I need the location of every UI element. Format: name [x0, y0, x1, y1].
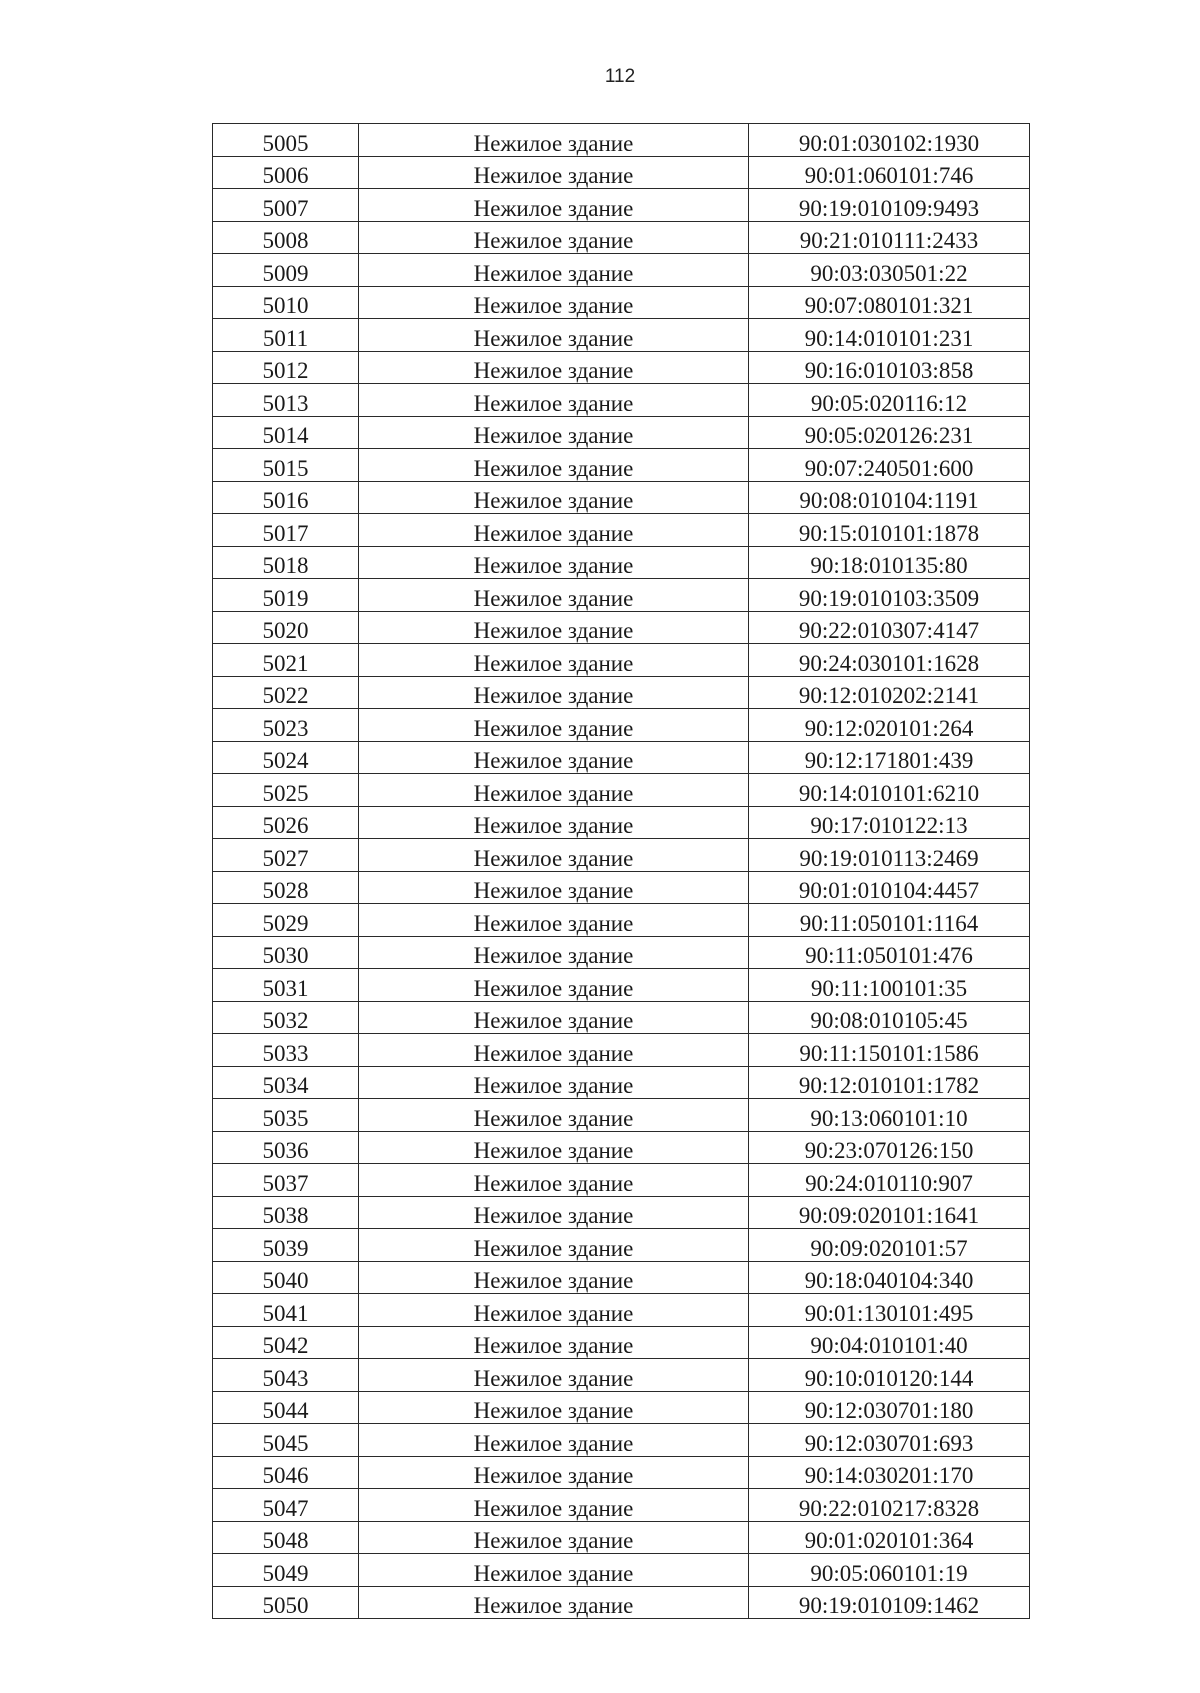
object-type-cell: Нежилое здание [359, 1261, 749, 1294]
cadastral-number-cell: 90:01:010104:4457 [749, 871, 1030, 904]
table-row [213, 1326, 1030, 1359]
table-row [213, 416, 1030, 449]
object-type-cell: Нежилое здание [359, 1521, 749, 1554]
table-row [213, 871, 1030, 904]
cadastral-number-cell: 90:15:010101:1878 [749, 514, 1030, 547]
cadastral-number-cell: 90:14:010101:231 [749, 319, 1030, 352]
cadastral-number-cell: 90:04:010101:40 [749, 1326, 1030, 1359]
cadastral-number-cell: 90:09:020101:57 [749, 1229, 1030, 1262]
cadastral-number-cell: 90:11:050101:1164 [749, 904, 1030, 937]
cadastral-number-cell: 90:21:010111:2433 [749, 221, 1030, 254]
row-number-cell: 5025 [213, 774, 359, 807]
cadastral-number-cell: 90:08:010105:45 [749, 1001, 1030, 1034]
object-type-cell: Нежилое здание [359, 1099, 749, 1132]
row-number-cell: 5007 [213, 189, 359, 222]
row-number-cell: 5035 [213, 1099, 359, 1132]
cadastral-number-cell: 90:18:010135:80 [749, 546, 1030, 579]
table-row [213, 1034, 1030, 1067]
object-type-cell: Нежилое здание [359, 156, 749, 189]
object-type-cell: Нежилое здание [359, 1294, 749, 1327]
cadastral-number-cell: 90:17:010122:13 [749, 806, 1030, 839]
table-row [213, 514, 1030, 547]
table-row [213, 351, 1030, 384]
cadastral-number-cell: 90:01:020101:364 [749, 1521, 1030, 1554]
registry-table [212, 123, 1030, 1619]
object-type-cell: Нежилое здание [359, 351, 749, 384]
row-number-cell: 5050 [213, 1586, 359, 1619]
row-number-cell: 5009 [213, 254, 359, 287]
table-row [213, 644, 1030, 677]
object-type-cell: Нежилое здание [359, 254, 749, 287]
table-row [213, 1294, 1030, 1327]
table-row [213, 221, 1030, 254]
row-number-cell: 5013 [213, 384, 359, 417]
object-type-cell: Нежилое здание [359, 514, 749, 547]
row-number-cell: 5024 [213, 741, 359, 774]
table-row [213, 774, 1030, 807]
object-type-cell: Нежилое здание [359, 709, 749, 742]
row-number-cell: 5016 [213, 481, 359, 514]
object-type-cell: Нежилое здание [359, 839, 749, 872]
row-number-cell: 5028 [213, 871, 359, 904]
object-type-cell: Нежилое здание [359, 611, 749, 644]
row-number-cell: 5017 [213, 514, 359, 547]
table-row [213, 254, 1030, 287]
table-row [213, 676, 1030, 709]
row-number-cell: 5011 [213, 319, 359, 352]
cadastral-number-cell: 90:10:010120:144 [749, 1359, 1030, 1392]
object-type-cell: Нежилое здание [359, 936, 749, 969]
cadastral-number-cell: 90:07:080101:321 [749, 286, 1030, 319]
cadastral-number-cell: 90:23:070126:150 [749, 1131, 1030, 1164]
cadastral-number-cell: 90:19:010109:1462 [749, 1586, 1030, 1619]
row-number-cell: 5029 [213, 904, 359, 937]
object-type-cell: Нежилое здание [359, 449, 749, 482]
row-number-cell: 5041 [213, 1294, 359, 1327]
object-type-cell: Нежилое здание [359, 774, 749, 807]
object-type-cell: Нежилое здание [359, 676, 749, 709]
row-number-cell: 5044 [213, 1391, 359, 1424]
object-type-cell: Нежилое здание [359, 1489, 749, 1522]
table-row [213, 1261, 1030, 1294]
table-row [213, 156, 1030, 189]
table-row [213, 936, 1030, 969]
cadastral-number-cell: 90:12:010101:1782 [749, 1066, 1030, 1099]
table-row [213, 1359, 1030, 1392]
table-row [213, 1521, 1030, 1554]
object-type-cell: Нежилое здание [359, 1164, 749, 1197]
table-row [213, 481, 1030, 514]
object-type-cell: Нежилое здание [359, 1131, 749, 1164]
object-type-cell: Нежилое здание [359, 579, 749, 612]
page-number: 112 [604, 66, 636, 87]
table-row [213, 1456, 1030, 1489]
object-type-cell: Нежилое здание [359, 871, 749, 904]
cadastral-number-cell: 90:05:020126:231 [749, 416, 1030, 449]
object-type-cell: Нежилое здание [359, 1391, 749, 1424]
cadastral-number-cell: 90:19:010113:2469 [749, 839, 1030, 872]
object-type-cell: Нежилое здание [359, 416, 749, 449]
row-number-cell: 5008 [213, 221, 359, 254]
cadastral-number-cell: 90:22:010217:8328 [749, 1489, 1030, 1522]
row-number-cell: 5020 [213, 611, 359, 644]
table-row [213, 449, 1030, 482]
table-row [213, 839, 1030, 872]
object-type-cell: Нежилое здание [359, 481, 749, 514]
table-row [213, 969, 1030, 1002]
row-number-cell: 5006 [213, 156, 359, 189]
cadastral-number-cell: 90:07:240501:600 [749, 449, 1030, 482]
row-number-cell: 5015 [213, 449, 359, 482]
table-row [213, 1164, 1030, 1197]
cadastral-number-cell: 90:11:050101:476 [749, 936, 1030, 969]
table-row [213, 1131, 1030, 1164]
object-type-cell: Нежилое здание [359, 1066, 749, 1099]
cadastral-number-cell: 90:05:020116:12 [749, 384, 1030, 417]
row-number-cell: 5039 [213, 1229, 359, 1262]
registry-table-body [213, 124, 1030, 1619]
object-type-cell: Нежилое здание [359, 969, 749, 1002]
object-type-cell: Нежилое здание [359, 221, 749, 254]
cadastral-number-cell: 90:24:030101:1628 [749, 644, 1030, 677]
object-type-cell: Нежилое здание [359, 1326, 749, 1359]
row-number-cell: 5021 [213, 644, 359, 677]
table-row [213, 1586, 1030, 1619]
table-row [213, 1196, 1030, 1229]
row-number-cell: 5037 [213, 1164, 359, 1197]
object-type-cell: Нежилое здание [359, 286, 749, 319]
table-row [213, 1554, 1030, 1587]
cadastral-number-cell: 90:11:100101:35 [749, 969, 1030, 1002]
table-row [213, 741, 1030, 774]
table-row [213, 904, 1030, 937]
table-row [213, 286, 1030, 319]
object-type-cell: Нежилое здание [359, 189, 749, 222]
table-row [213, 806, 1030, 839]
row-number-cell: 5038 [213, 1196, 359, 1229]
row-number-cell: 5005 [213, 124, 359, 157]
row-number-cell: 5036 [213, 1131, 359, 1164]
table-row [213, 1391, 1030, 1424]
object-type-cell: Нежилое здание [359, 904, 749, 937]
table-row [213, 611, 1030, 644]
cadastral-number-cell: 90:16:010103:858 [749, 351, 1030, 384]
row-number-cell: 5047 [213, 1489, 359, 1522]
row-number-cell: 5026 [213, 806, 359, 839]
object-type-cell: Нежилое здание [359, 1359, 749, 1392]
cadastral-number-cell: 90:08:010104:1191 [749, 481, 1030, 514]
row-number-cell: 5042 [213, 1326, 359, 1359]
cadastral-number-cell: 90:18:040104:340 [749, 1261, 1030, 1294]
table-row [213, 1001, 1030, 1034]
row-number-cell: 5048 [213, 1521, 359, 1554]
cadastral-number-cell: 90:22:010307:4147 [749, 611, 1030, 644]
table-row [213, 709, 1030, 742]
cadastral-number-cell: 90:01:130101:495 [749, 1294, 1030, 1327]
cadastral-number-cell: 90:19:010103:3509 [749, 579, 1030, 612]
row-number-cell: 5022 [213, 676, 359, 709]
cadastral-number-cell: 90:14:030201:170 [749, 1456, 1030, 1489]
object-type-cell: Нежилое здание [359, 1001, 749, 1034]
row-number-cell: 5040 [213, 1261, 359, 1294]
row-number-cell: 5031 [213, 969, 359, 1002]
table-row [213, 1489, 1030, 1522]
cadastral-number-cell: 90:03:030501:22 [749, 254, 1030, 287]
table-row [213, 1424, 1030, 1457]
object-type-cell: Нежилое здание [359, 384, 749, 417]
cadastral-number-cell: 90:12:030701:693 [749, 1424, 1030, 1457]
row-number-cell: 5027 [213, 839, 359, 872]
object-type-cell: Нежилое здание [359, 319, 749, 352]
cadastral-number-cell: 90:01:060101:746 [749, 156, 1030, 189]
row-number-cell: 5043 [213, 1359, 359, 1392]
object-type-cell: Нежилое здание [359, 644, 749, 677]
row-number-cell: 5014 [213, 416, 359, 449]
table-row [213, 189, 1030, 222]
cadastral-number-cell: 90:12:010202:2141 [749, 676, 1030, 709]
object-type-cell: Нежилое здание [359, 1196, 749, 1229]
table-row [213, 579, 1030, 612]
cadastral-number-cell: 90:12:030701:180 [749, 1391, 1030, 1424]
table-row [213, 384, 1030, 417]
cadastral-number-cell: 90:19:010109:9493 [749, 189, 1030, 222]
table-row [213, 1229, 1030, 1262]
row-number-cell: 5010 [213, 286, 359, 319]
object-type-cell: Нежилое здание [359, 1586, 749, 1619]
cadastral-number-cell: 90:11:150101:1586 [749, 1034, 1030, 1067]
row-number-cell: 5023 [213, 709, 359, 742]
row-number-cell: 5019 [213, 579, 359, 612]
row-number-cell: 5030 [213, 936, 359, 969]
cadastral-number-cell: 90:13:060101:10 [749, 1099, 1030, 1132]
row-number-cell: 5046 [213, 1456, 359, 1489]
object-type-cell: Нежилое здание [359, 1229, 749, 1262]
cadastral-number-cell: 90:12:171801:439 [749, 741, 1030, 774]
table-row [213, 124, 1030, 157]
object-type-cell: Нежилое здание [359, 1554, 749, 1587]
row-number-cell: 5045 [213, 1424, 359, 1457]
row-number-cell: 5049 [213, 1554, 359, 1587]
cadastral-number-cell: 90:01:030102:1930 [749, 124, 1030, 157]
table-row [213, 1066, 1030, 1099]
object-type-cell: Нежилое здание [359, 741, 749, 774]
object-type-cell: Нежилое здание [359, 546, 749, 579]
row-number-cell: 5034 [213, 1066, 359, 1099]
row-number-cell: 5033 [213, 1034, 359, 1067]
table-row [213, 546, 1030, 579]
table-row [213, 1099, 1030, 1132]
table-row [213, 319, 1030, 352]
object-type-cell: Нежилое здание [359, 1456, 749, 1489]
cadastral-number-cell: 90:09:020101:1641 [749, 1196, 1030, 1229]
object-type-cell: Нежилое здание [359, 124, 749, 157]
object-type-cell: Нежилое здание [359, 806, 749, 839]
cadastral-number-cell: 90:12:020101:264 [749, 709, 1030, 742]
cadastral-number-cell: 90:24:010110:907 [749, 1164, 1030, 1197]
row-number-cell: 5032 [213, 1001, 359, 1034]
row-number-cell: 5018 [213, 546, 359, 579]
cadastral-number-cell: 90:14:010101:6210 [749, 774, 1030, 807]
object-type-cell: Нежилое здание [359, 1034, 749, 1067]
object-type-cell: Нежилое здание [359, 1424, 749, 1457]
cadastral-number-cell: 90:05:060101:19 [749, 1554, 1030, 1587]
row-number-cell: 5012 [213, 351, 359, 384]
